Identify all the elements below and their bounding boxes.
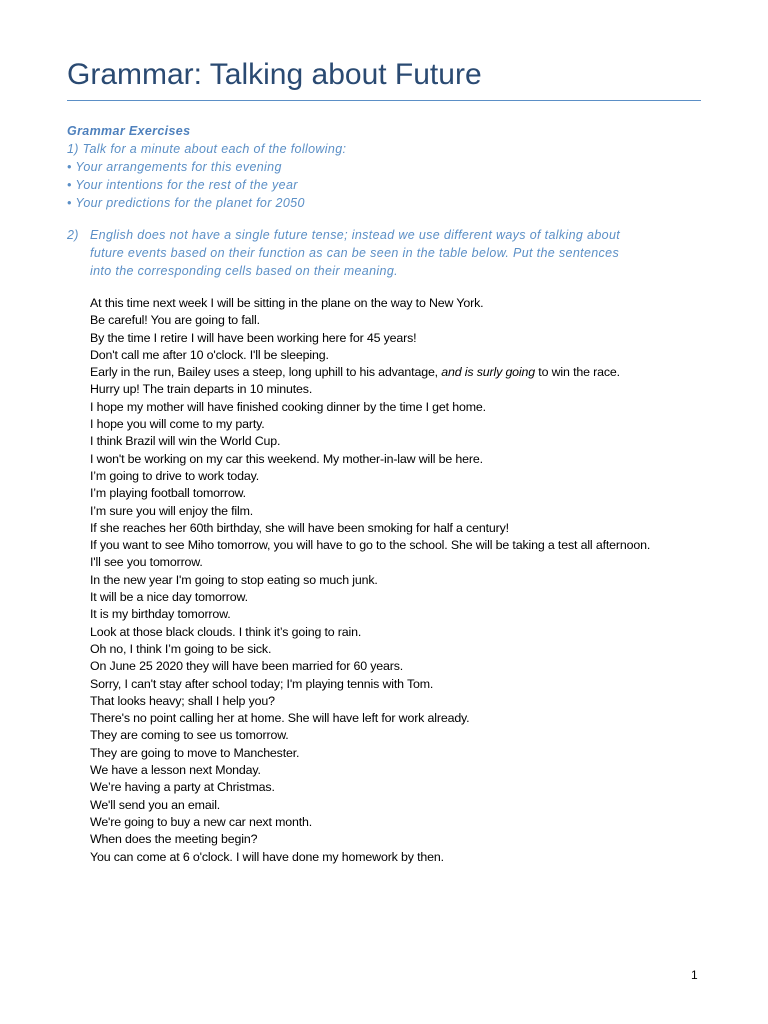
sentence-item: We're going to buy a new car next month. [90,814,313,829]
sentence-item: Sorry, I can't stay after school today; I'm playing tennis with Tom. [90,676,434,691]
exercise-1-item: • Your intentions for the rest of the year [67,178,298,192]
sentence-item: Look at those black clouds. I think it’s going to rain. [90,624,362,639]
exercise-1-item: • Your arrangements for this evening [67,160,282,174]
sentence-item [90,364,710,381]
sentence-item: There's no point calling her at home. She will have left for work already. [90,711,470,726]
sentence-item: When does the meeting begin? [90,832,258,847]
exercises-heading: Grammar Exercises [67,124,191,138]
sentence-text: Early in the run, Bailey uses a steep, long uphill to his advantage, [90,365,442,380]
sentence-item: They are going to move to Manchester. [90,745,300,760]
sentence-item: Hurry up! The train departs in 10 minutes. [90,382,313,397]
sentence-item: By the time I retire I will have been working here for 45 years! [90,330,417,345]
sentence-item: We’re having a party at Christmas. [90,780,275,795]
sentence-item: If you want to see Miho tomorrow, you will have to go to the school. She will be taking a test all afternoon. [90,538,651,553]
sentence-item: We'll send you an email. [90,797,221,812]
sentence-text: to win the race. [535,365,620,380]
sentence-item: We have a lesson next Monday. [90,763,261,778]
sentence-item: Oh no, I think I’m going to be sick. [90,641,272,656]
sentence-item: I'll see you tomorrow. [90,555,203,570]
sentence-item: You can come at 6 o'clock. I will have done my homework by then. [90,849,444,864]
sentence-item: Be careful! You are going to fall. [90,313,260,328]
title-divider [67,100,701,101]
sentence-item: I’m playing football tomorrow. [90,486,246,501]
sentence-item: If she reaches her 60th birthday, she will have been smoking for half a century! [90,520,509,535]
sentence-item: I’m going to drive to work today. [90,468,260,483]
sentence-item: Don't call me after 10 o'clock. I'll be sleeping. [90,347,329,362]
exercise-2-line: English does not have a single future tense; instead we use different ways of talking about [90,228,621,242]
sentence-item: I hope you will come to my party. [90,417,265,432]
exercise-1-intro: 1) Talk for a minute about each of the following: [67,142,347,156]
sentence-item: That looks heavy; shall I help you? [90,693,275,708]
exercise-2-number: 2) [67,228,79,242]
exercise-1-block [67,122,707,212]
exercise-2-line: future events based on their function as can be seen in the table below. Put the sentences [90,246,620,260]
sentence-item: On June 25 2020 they will have been married for 60 years. [90,659,404,674]
page-number: 1 [691,968,698,982]
sentence-item: I’m sure you will enjoy the film. [90,503,254,518]
sentence-item: It will be a nice day tomorrow. [90,590,248,605]
sentence-list [90,295,710,866]
sentence-item: I hope my mother will have finished cooking dinner by the time I get home. [90,399,486,414]
page-title: Grammar: Talking about Future [67,58,482,91]
exercise-1-item: • Your predictions for the planet for 2050 [67,196,305,210]
exercise-2-line: into the corresponding cells based on their meaning. [90,264,398,278]
sentence-item: In the new year I'm going to stop eating so much junk. [90,572,378,587]
exercise-2-block [67,226,707,280]
sentence-item: I won't be working on my car this weekend. My mother-in-law will be here. [90,451,483,466]
sentence-item: I think Brazil will win the World Cup. [90,434,281,449]
sentence-item: At this time next week I will be sitting in the plane on the way to New York. [90,296,484,310]
sentence-item: They are coming to see us tomorrow. [90,728,289,743]
sentence-italic-text: and is surly going [441,365,536,380]
sentence-item: It is my birthday tomorrow. [90,607,231,622]
